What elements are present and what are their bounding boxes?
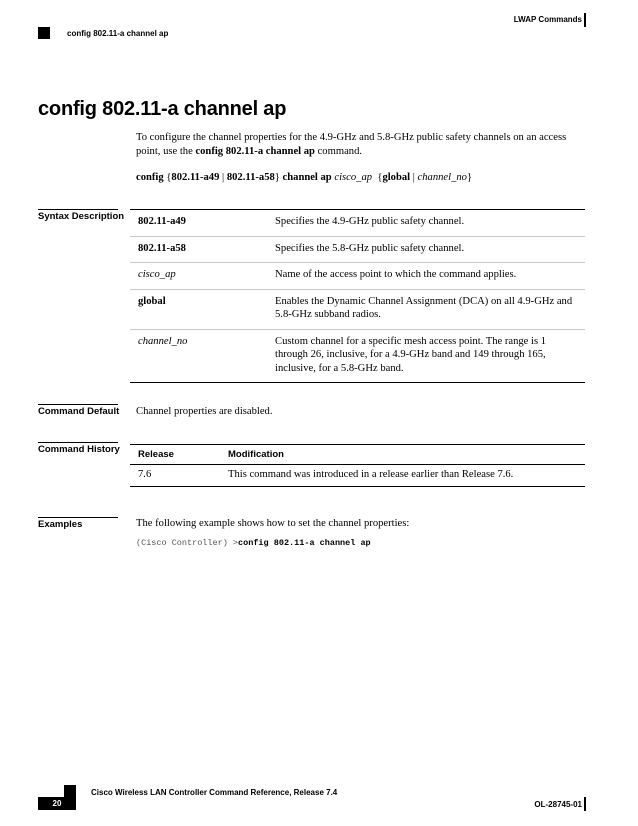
table-row [130,262,585,289]
command-default-text: Channel properties are disabled. [136,406,273,417]
syntax-desc: Specifies the 5.8-GHz public safety channel. [275,242,465,254]
footer-bar [584,797,586,811]
syntax-term: channel_no [138,335,188,347]
page-title: config 802.11-a channel ap [38,98,287,120]
syntax-opt-channel-no: channel_no [417,172,467,183]
history-modification: This command was introduced in a release earlier than Release 7.6. [228,469,514,480]
examples-text: The following example shows how to set the channel properties: [136,518,410,529]
footer-book-title: Cisco Wireless LAN Controller Command Reference, Release 7.4 [91,788,338,797]
syntax-sep2: | [412,172,415,183]
example-prompt: (Cisco Controller) > [136,538,239,548]
syntax-desc: Name of the access point to which the command applies. [275,269,517,280]
syntax-line [136,172,472,183]
table-row [130,210,585,236]
intro-command: config 802.11-a channel ap [195,146,315,157]
syntax-keyword: channel ap [282,172,332,183]
history-release: 7.6 [138,469,152,480]
examples-label: Examples [38,519,83,530]
syntax-brace-close: } [274,172,280,183]
syntax-arg: cisco_ap [334,172,373,183]
syntax-desc: Enables the Dynamic Channel Assignment (DCA) on all 4.9-GHz and 5.8-GHz subband radios. [275,295,573,320]
section-rule [38,442,118,443]
syntax-term: 802.11-a58 [138,242,186,254]
intro-paragraph [136,131,592,159]
page-number: 20 [52,799,62,808]
intro-text-before: To configure the channel properties for the 4.9-GHz and 5.8-GHz public safety channels on an access point, use the [136,132,567,157]
syntax-opt-a58: 802.11-a58 [226,172,275,183]
syntax-opt-a49: 802.11-a49 [171,172,220,183]
syntax-sep: | [222,172,225,183]
table-header [130,445,585,465]
section-rule [38,517,118,518]
intro-text-after: command. [314,146,363,157]
header-bar [584,13,586,27]
table-row [130,289,585,329]
syntax-description-table [130,209,585,383]
table-row [130,465,585,486]
example-code [136,538,371,548]
syntax-desc: Specifies the 4.9-GHz public safety channel. [275,216,465,227]
syntax-desc: Custom channel for a specific mesh access point. The range is 1 through 26, inclusive, for a 4.9-GHz band and 149 through 165, inclusive, for a 5.8-GHz band. [275,335,547,374]
header-marker [38,27,50,39]
example-command: config 802.11-a channel ap [238,538,371,548]
syntax-brace2-close: } [466,172,473,183]
syntax-term: global [138,295,166,307]
footer-doc-id: OL-28745-01 [534,800,582,809]
syntax-term: cisco_ap [138,269,176,280]
syntax-description-label: Syntax Description [38,211,125,222]
command-history-table [130,444,585,487]
command-history-label: Command History [38,444,120,455]
header-section-title: LWAP Commands [513,15,582,24]
syntax-opt-global: global [382,172,411,183]
column-header-modification: Modification [228,449,284,460]
syntax-cmd: config [136,172,164,183]
running-head: config 802.11-a channel ap [67,29,169,38]
command-default-label: Command Default [38,406,120,417]
table-row [130,236,585,263]
syntax-brace2-open: { [377,172,383,183]
section-rule [38,404,118,405]
syntax-brace-open: { [166,172,172,183]
syntax-term: 802.11-a49 [138,216,186,227]
footer-marker [64,785,76,797]
section-rule [38,209,118,210]
column-header-release: Release [138,449,174,460]
table-row [130,329,585,383]
